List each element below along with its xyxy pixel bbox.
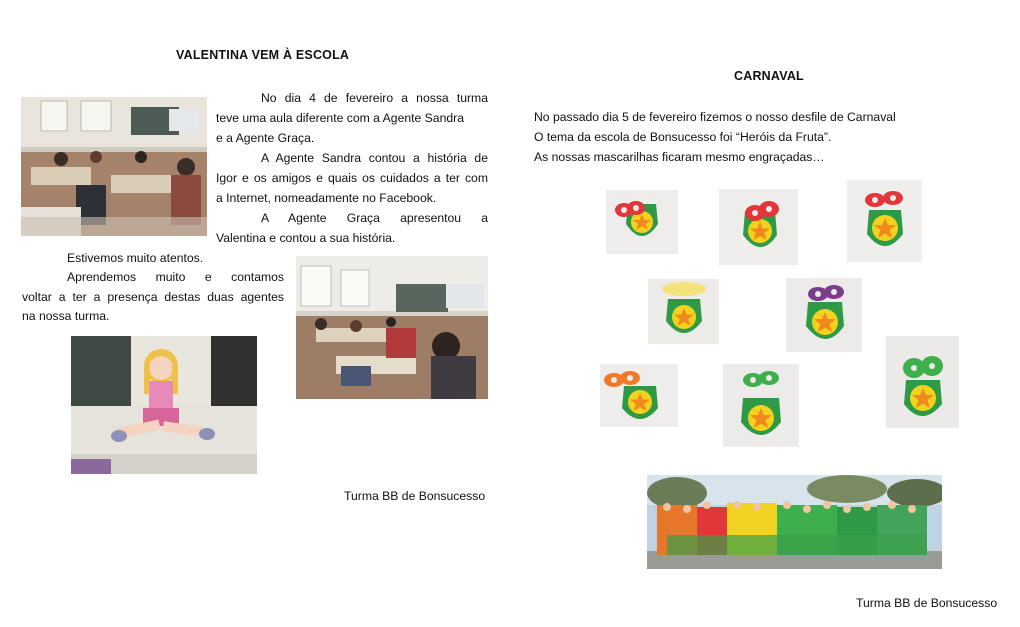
right-line-3: As nossas mascarilhas ficaram mesmo engraçadas… <box>534 150 825 164</box>
left-para-4-line-1: Estivemos muito atentos. <box>67 251 204 265</box>
right-title: CARNAVAL <box>734 69 804 83</box>
left-title: VALENTINA VEM À ESCOLA <box>176 48 350 62</box>
mask-photo-2 <box>719 189 798 265</box>
left-para-1-line-1: No dia 4 de fevereiro a nossa turma <box>261 91 488 105</box>
doll-valentina-photo <box>71 336 257 474</box>
left-para-5-line-1: Aprendemos muito e contamos <box>67 270 284 284</box>
left-para-2-line-3: a Internet, nomeadamente no Facebook. <box>216 191 437 205</box>
mask-photo-3 <box>847 180 922 262</box>
carnival-group-photo <box>647 475 942 569</box>
mask-photo-7 <box>600 364 678 427</box>
classroom-photo-2 <box>296 256 488 399</box>
mask-photo-1 <box>606 190 678 254</box>
left-para-5-line-3: na nossa turma. <box>22 309 110 323</box>
mask-photo-8 <box>723 364 799 447</box>
left-para-3-line-1: A Agente Graça apresentou a <box>261 211 488 225</box>
left-para-2-line-1: A Agente Sandra contou a história de <box>261 151 488 165</box>
mask-photo-5 <box>786 278 862 352</box>
right-signature: Turma BB de Bonsucesso <box>856 596 998 610</box>
mask-photo-6 <box>886 336 959 428</box>
classroom-photo-1 <box>21 97 207 236</box>
left-signature: Turma BB de Bonsucesso <box>344 489 486 503</box>
right-line-1: No passado dia 5 de fevereiro fizemos o nosso desfile de Carnaval <box>534 110 896 124</box>
right-line-2: O tema da escola de Bonsucesso foi “Heróis da Fruta”. <box>534 130 832 144</box>
left-para-1-line-3: e a Agente Graça. <box>216 131 315 145</box>
left-para-1-line-2: teve uma aula diferente com a Agente Sandra <box>216 111 464 125</box>
mask-photo-4 <box>648 279 719 344</box>
left-para-5-line-2: voltar a ter a presença destas duas agentes <box>22 290 284 304</box>
left-para-2-line-2: Igor e os amigos e quais os cuidados a ter com <box>216 171 488 185</box>
left-para-3-line-2: Valentina e contou a sua história. <box>216 231 396 245</box>
